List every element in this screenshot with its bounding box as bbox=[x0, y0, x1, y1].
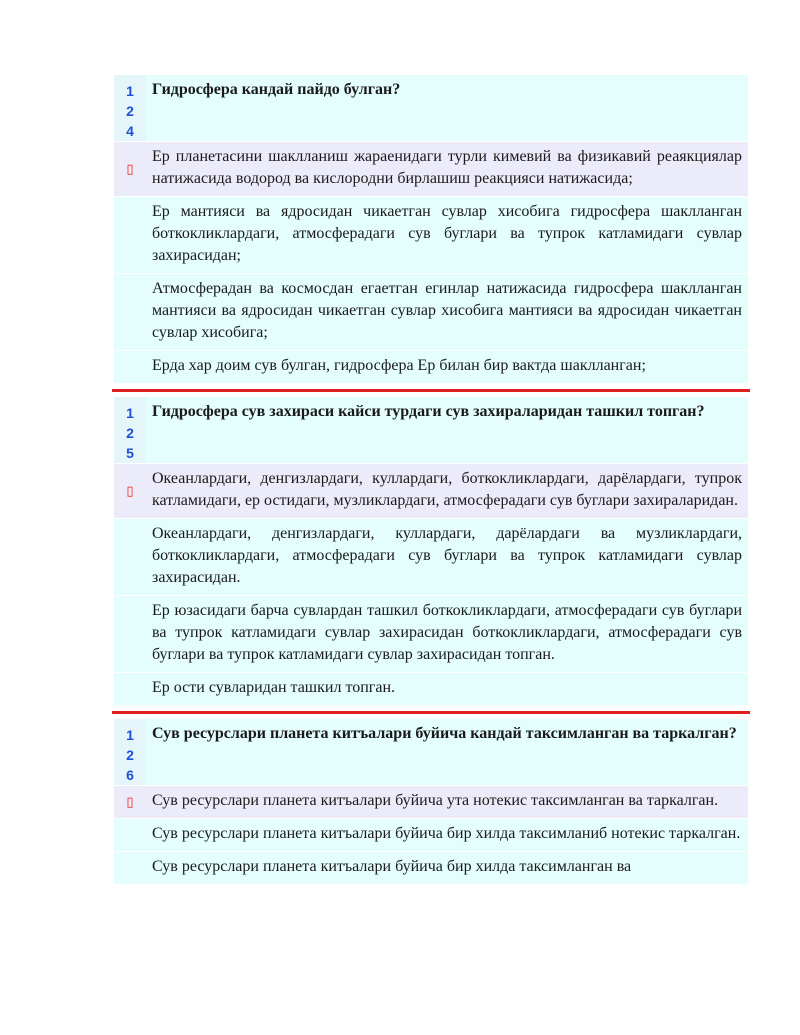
question-number: 124 bbox=[114, 75, 146, 141]
question-text: Гидросфера сув захираси кайси турдаги сув захираларидан ташкил топган? bbox=[146, 397, 748, 463]
answer-text: Ер ости сувларидан ташкил топган. bbox=[146, 673, 748, 705]
question-block-124 bbox=[114, 75, 748, 384]
question-row bbox=[114, 75, 748, 142]
question-row bbox=[114, 397, 748, 464]
question-number: 125 bbox=[114, 397, 146, 463]
test-page bbox=[114, 75, 748, 885]
answer-row bbox=[114, 142, 748, 197]
answer-row bbox=[114, 596, 748, 673]
question-text: Сув ресурслари планета китъалари буйича кандай таксимланган ва таркалган? bbox=[146, 719, 748, 785]
answer-row bbox=[114, 819, 748, 852]
answer-row bbox=[114, 274, 748, 351]
question-text: Гидросфера кандай пайдо булган? bbox=[146, 75, 748, 141]
answer-row bbox=[114, 351, 748, 384]
answer-row bbox=[114, 673, 748, 706]
missing-glyph-icon: ▯ bbox=[114, 142, 146, 196]
separator-line bbox=[112, 389, 750, 392]
answer-row bbox=[114, 519, 748, 596]
answer-text: Ер мантияси ва ядросидан чикаетган сувлар хисобига гидросфера шаклланган боткокликлардаги, атмосферадаги сув буглари ва тупрок катламидаги сувлар захирасидан; bbox=[146, 197, 748, 273]
question-block-125 bbox=[114, 397, 748, 706]
answer-text: Атмосферадан ва космосдан егаетган егинлар натижасида гидросфера шаклланган мантияси ва ядросидан чикаетган сувлар хисобига мантияси ва ядросидан чикаетган сувлар хисобига; bbox=[146, 274, 748, 350]
separator-line bbox=[112, 711, 750, 714]
answer-row bbox=[114, 197, 748, 274]
answer-row bbox=[114, 786, 748, 819]
answer-text: Сув ресурслари планета китъалари буйича бир хилда таксимланган ва bbox=[146, 852, 748, 884]
question-block-126 bbox=[114, 719, 748, 885]
answer-text: Сув ресурслари планета китъалари буйича ута нотекис таксимланган ва таркалган. bbox=[146, 786, 748, 818]
answer-text: Океанлардаги, денгизлардаги, куллардаги, боткокликлардаги, дарёлардаги, тупрок катламидаги, ер остидаги, музликлардаги, атмосферадаги сув буглари захираларидан. bbox=[146, 464, 748, 518]
answer-row bbox=[114, 852, 748, 885]
missing-glyph-icon: ▯ bbox=[114, 786, 146, 818]
answer-text: Ерда хар доим сув булган, гидросфера Ер билан бир вактда шаклланган; bbox=[146, 351, 748, 383]
question-row bbox=[114, 719, 748, 786]
answer-text: Сув ресурслари планета китъалари буйича бир хилда таксимланиб нотекис таркалган. bbox=[146, 819, 748, 851]
question-number: 126 bbox=[114, 719, 146, 785]
answer-text: Ер юзасидаги барча сувлардан ташкил боткокликлардаги, атмосферадаги сув буглари ва тупрок катламидаги сувлар захирасидан боткокликлардаги, атмосферадаги сув буглари ва тупрок катламидаги сувлар захирасидан топган. bbox=[146, 596, 748, 672]
missing-glyph-icon: ▯ bbox=[114, 464, 146, 518]
answer-text: Океанлардаги, денгизлардаги, куллардаги, дарёлардаги ва музликлардаги, боткокликлардаги, атмосферадаги сув буглари ва тупрок катламидаги сувлар захирасидан. bbox=[146, 519, 748, 595]
answer-row bbox=[114, 464, 748, 519]
answer-text: Ер планетасини шаклланиш жараенидаги турли кимевий ва физикавий реаякциялар натижасида водород ва кислородни бирлашиш реакцияси натижасида; bbox=[146, 142, 748, 196]
